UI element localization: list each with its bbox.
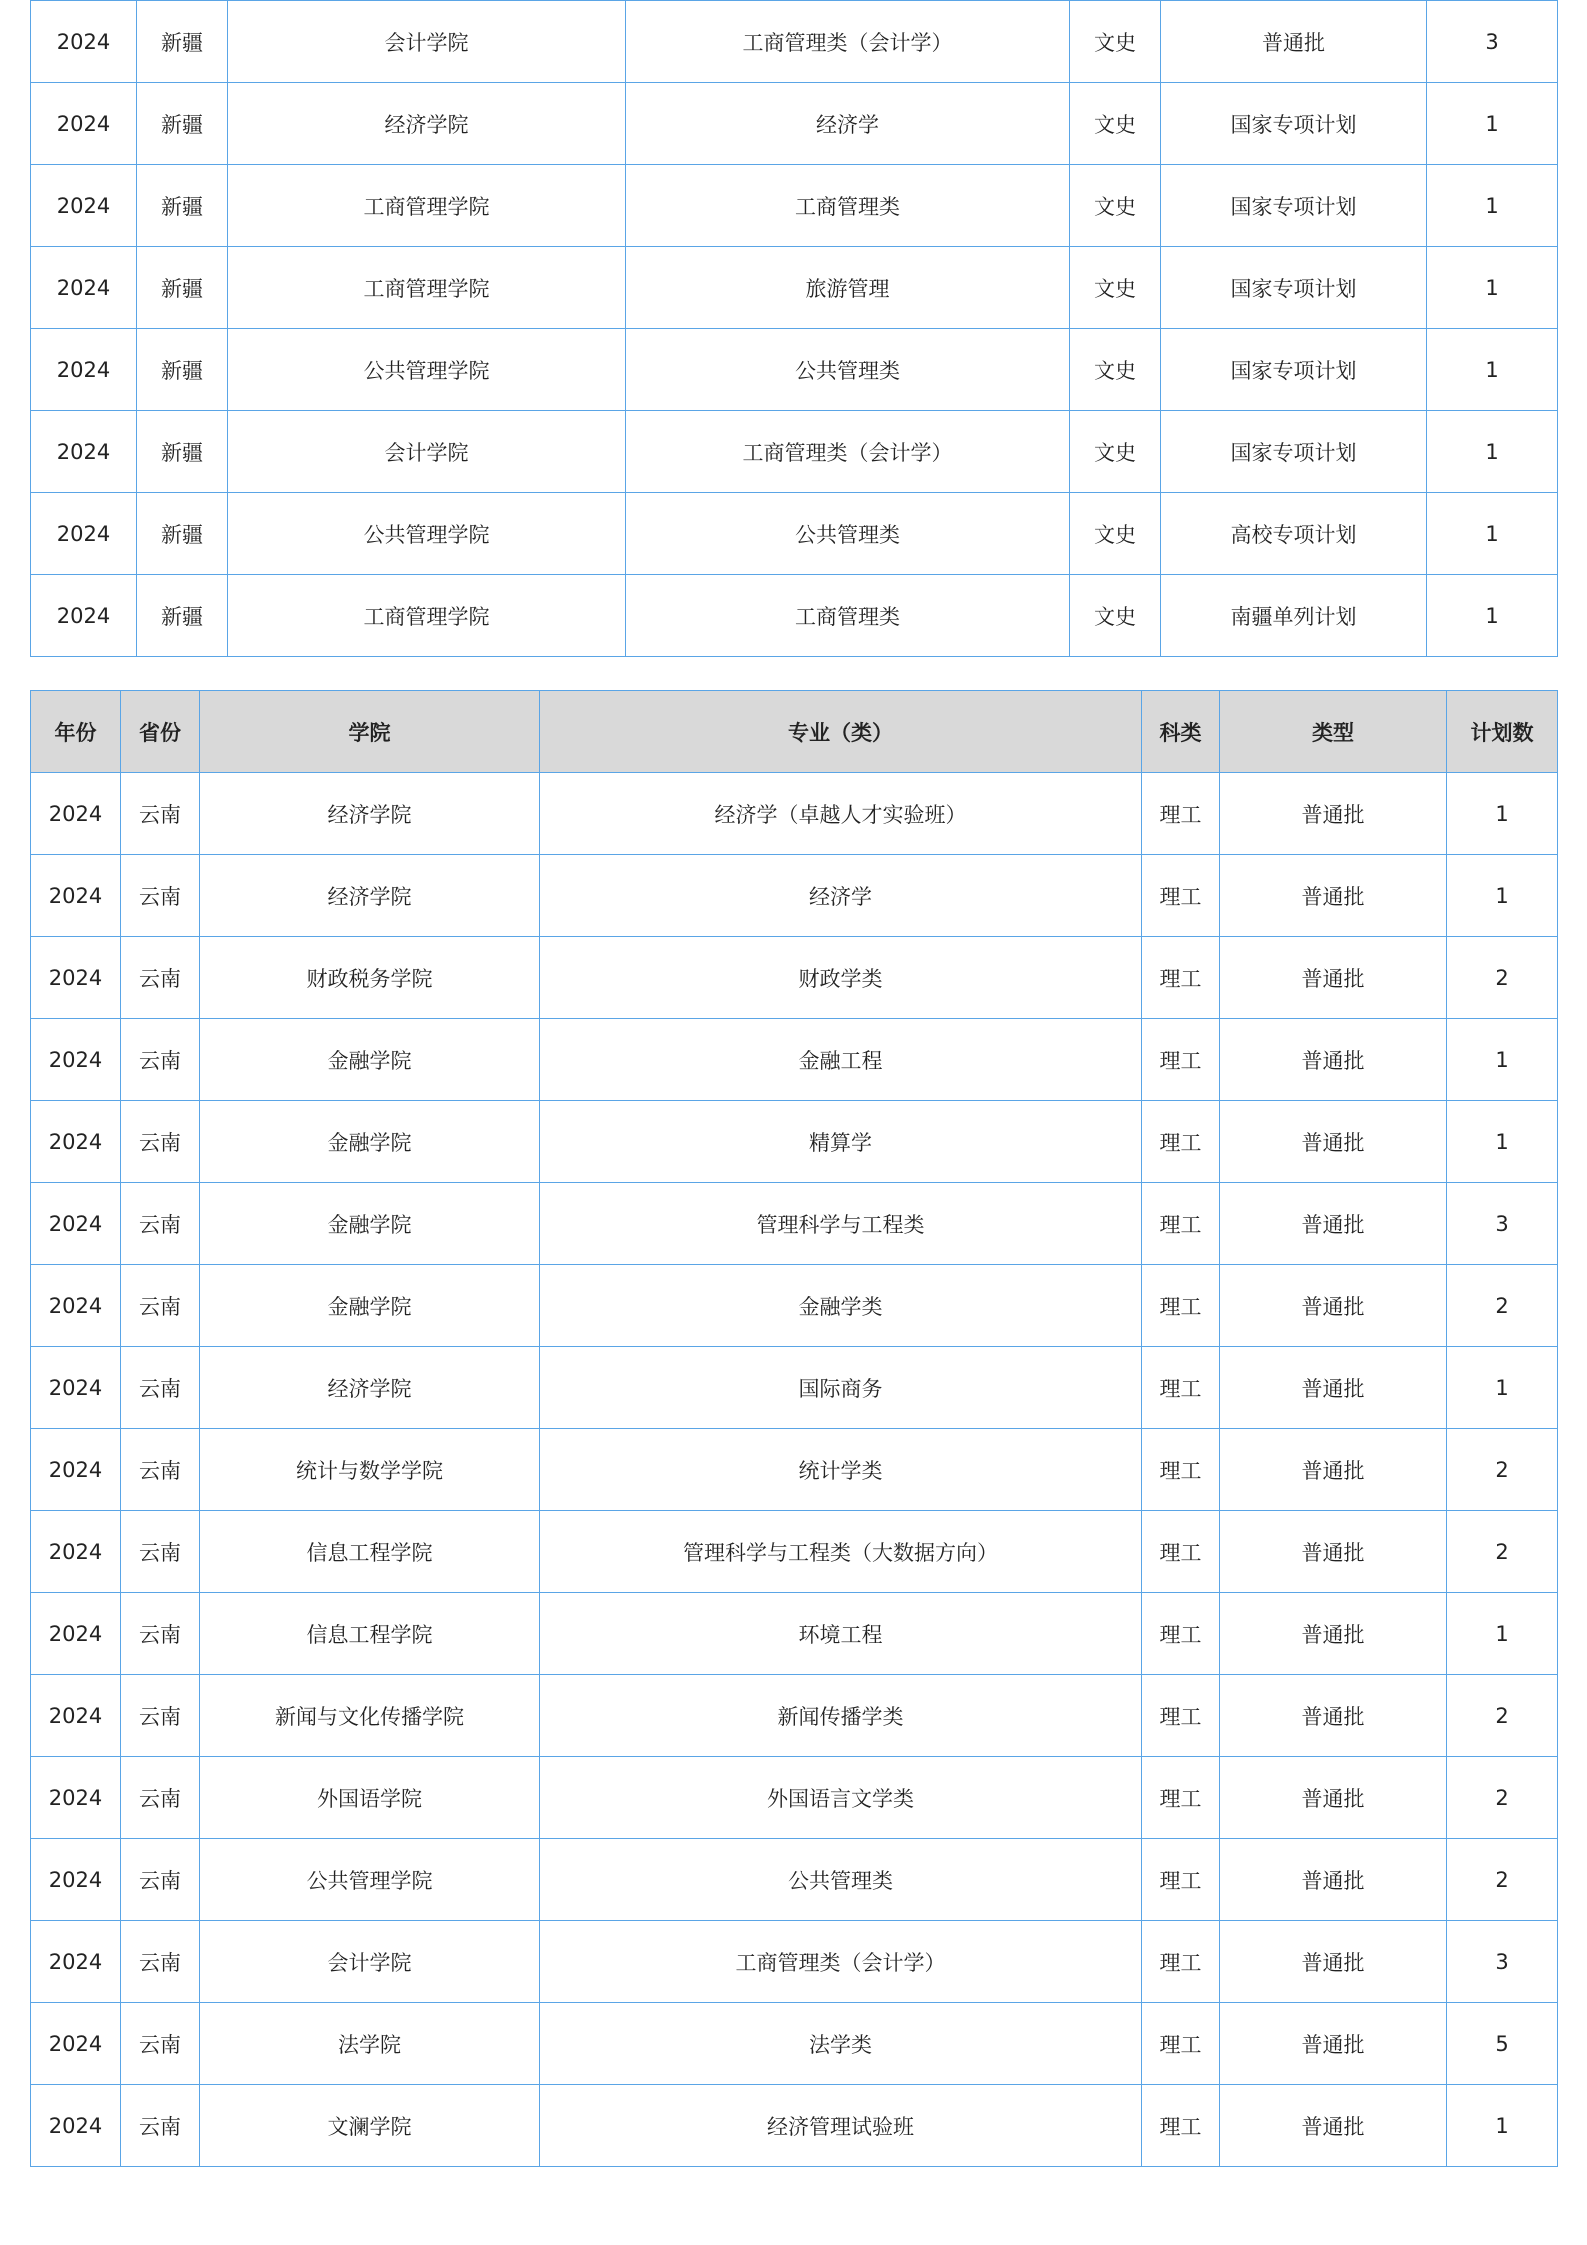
table-row <box>31 1757 1558 1839</box>
cell-batch-type: 普通批 <box>1220 1019 1447 1101</box>
cell-major: 统计学类 <box>540 1429 1142 1511</box>
cell-college: 金融学院 <box>200 1183 540 1265</box>
cell-major: 金融工程 <box>540 1019 1142 1101</box>
cell-province: 新疆 <box>137 165 228 247</box>
cell-plan-count: 1 <box>1447 1593 1558 1675</box>
cell-year: 2024 <box>31 411 137 493</box>
cell-major: 管理科学与工程类（大数据方向） <box>540 1511 1142 1593</box>
cell-major: 精算学 <box>540 1101 1142 1183</box>
cell-college: 金融学院 <box>200 1019 540 1101</box>
cell-college: 工商管理学院 <box>228 247 626 329</box>
cell-batch-type: 普通批 <box>1220 1183 1447 1265</box>
cell-batch-type: 普通批 <box>1161 1 1427 83</box>
cell-plan-count: 1 <box>1427 165 1558 247</box>
cell-college: 经济学院 <box>200 773 540 855</box>
cell-batch-type: 普通批 <box>1220 2003 1447 2085</box>
cell-subject-category: 理工 <box>1142 1675 1220 1757</box>
cell-major: 管理科学与工程类 <box>540 1183 1142 1265</box>
table-row <box>31 1675 1558 1757</box>
header-plan-count: 计划数 <box>1447 691 1558 773</box>
cell-year: 2024 <box>31 493 137 575</box>
cell-major: 环境工程 <box>540 1593 1142 1675</box>
cell-province: 新疆 <box>137 83 228 165</box>
yunnan-plan-table <box>30 690 1558 2167</box>
cell-province: 新疆 <box>137 329 228 411</box>
table-row <box>31 2085 1558 2167</box>
cell-plan-count: 5 <box>1447 2003 1558 2085</box>
cell-year: 2024 <box>31 2003 121 2085</box>
cell-batch-type: 普通批 <box>1220 1757 1447 1839</box>
cell-college: 外国语学院 <box>200 1757 540 1839</box>
table-row <box>31 411 1558 493</box>
cell-college: 法学院 <box>200 2003 540 2085</box>
cell-college: 会计学院 <box>228 411 626 493</box>
cell-college: 公共管理学院 <box>200 1839 540 1921</box>
cell-year: 2024 <box>31 1921 121 2003</box>
cell-major: 工商管理类（会计学） <box>540 1921 1142 2003</box>
cell-plan-count: 2 <box>1447 1675 1558 1757</box>
cell-major: 国际商务 <box>540 1347 1142 1429</box>
cell-province: 云南 <box>121 1101 200 1183</box>
cell-major: 新闻传播学类 <box>540 1675 1142 1757</box>
cell-year: 2024 <box>31 1675 121 1757</box>
cell-year: 2024 <box>31 1347 121 1429</box>
cell-year: 2024 <box>31 1265 121 1347</box>
header-major: 专业（类） <box>540 691 1142 773</box>
cell-province: 新疆 <box>137 575 228 657</box>
cell-subject-category: 理工 <box>1142 1265 1220 1347</box>
cell-year: 2024 <box>31 83 137 165</box>
table-row <box>31 83 1558 165</box>
table-row <box>31 1101 1558 1183</box>
cell-province: 云南 <box>121 1675 200 1757</box>
cell-subject-category: 理工 <box>1142 855 1220 937</box>
cell-batch-type: 国家专项计划 <box>1161 411 1427 493</box>
table-row <box>31 1839 1558 1921</box>
cell-batch-type: 普通批 <box>1220 1593 1447 1675</box>
cell-province: 云南 <box>121 937 200 1019</box>
cell-province: 新疆 <box>137 411 228 493</box>
table-row <box>31 1921 1558 2003</box>
cell-batch-type: 高校专项计划 <box>1161 493 1427 575</box>
cell-batch-type: 普通批 <box>1220 1921 1447 2003</box>
cell-subject-category: 理工 <box>1142 1757 1220 1839</box>
table-row <box>31 329 1558 411</box>
cell-subject-category: 文史 <box>1070 165 1161 247</box>
table-row <box>31 1265 1558 1347</box>
cell-plan-count: 1 <box>1427 329 1558 411</box>
cell-college: 工商管理学院 <box>228 165 626 247</box>
cell-subject-category: 理工 <box>1142 1019 1220 1101</box>
cell-province: 云南 <box>121 855 200 937</box>
cell-province: 云南 <box>121 1429 200 1511</box>
cell-year: 2024 <box>31 1429 121 1511</box>
table-row <box>31 165 1558 247</box>
cell-province: 云南 <box>121 1921 200 2003</box>
cell-college: 文澜学院 <box>200 2085 540 2167</box>
cell-plan-count: 1 <box>1427 411 1558 493</box>
header-subject-category: 科类 <box>1142 691 1220 773</box>
cell-college: 新闻与文化传播学院 <box>200 1675 540 1757</box>
cell-province: 云南 <box>121 2085 200 2167</box>
cell-batch-type: 普通批 <box>1220 2085 1447 2167</box>
cell-major: 经济学（卓越人才实验班） <box>540 773 1142 855</box>
cell-college: 经济学院 <box>228 83 626 165</box>
cell-subject-category: 文史 <box>1070 493 1161 575</box>
cell-subject-category: 理工 <box>1142 2085 1220 2167</box>
table-header-row <box>31 691 1558 773</box>
table-row <box>31 1593 1558 1675</box>
cell-year: 2024 <box>31 1183 121 1265</box>
cell-plan-count: 2 <box>1447 1511 1558 1593</box>
cell-plan-count: 3 <box>1447 1183 1558 1265</box>
cell-province: 云南 <box>121 773 200 855</box>
cell-year: 2024 <box>31 1019 121 1101</box>
cell-plan-count: 1 <box>1427 83 1558 165</box>
cell-year: 2024 <box>31 329 137 411</box>
table-row <box>31 1347 1558 1429</box>
table-row <box>31 1183 1558 1265</box>
cell-province: 新疆 <box>137 247 228 329</box>
cell-batch-type: 普通批 <box>1220 1101 1447 1183</box>
cell-province: 云南 <box>121 1265 200 1347</box>
cell-batch-type: 国家专项计划 <box>1161 329 1427 411</box>
xinjiang-table-body <box>31 1 1558 657</box>
cell-subject-category: 理工 <box>1142 1593 1220 1675</box>
header-province: 省份 <box>121 691 200 773</box>
yunnan-table-body <box>31 773 1558 2167</box>
cell-major: 金融学类 <box>540 1265 1142 1347</box>
cell-subject-category: 文史 <box>1070 1 1161 83</box>
table-row <box>31 1019 1558 1101</box>
cell-college: 会计学院 <box>228 1 626 83</box>
cell-province: 云南 <box>121 1347 200 1429</box>
table-row <box>31 575 1558 657</box>
cell-plan-count: 1 <box>1447 1347 1558 1429</box>
cell-year: 2024 <box>31 1511 121 1593</box>
table-row <box>31 1511 1558 1593</box>
cell-province: 云南 <box>121 1593 200 1675</box>
cell-subject-category: 理工 <box>1142 1511 1220 1593</box>
cell-major: 经济管理试验班 <box>540 2085 1142 2167</box>
cell-province: 云南 <box>121 2003 200 2085</box>
cell-subject-category: 理工 <box>1142 1839 1220 1921</box>
cell-subject-category: 文史 <box>1070 575 1161 657</box>
cell-batch-type: 国家专项计划 <box>1161 165 1427 247</box>
cell-major: 外国语言文学类 <box>540 1757 1142 1839</box>
cell-major: 公共管理类 <box>626 493 1070 575</box>
cell-plan-count: 1 <box>1447 773 1558 855</box>
cell-plan-count: 2 <box>1447 937 1558 1019</box>
cell-college: 金融学院 <box>200 1265 540 1347</box>
cell-college: 工商管理学院 <box>228 575 626 657</box>
cell-province: 新疆 <box>137 493 228 575</box>
cell-plan-count: 2 <box>1447 1757 1558 1839</box>
table-row <box>31 855 1558 937</box>
cell-plan-count: 3 <box>1447 1921 1558 2003</box>
cell-college: 财政税务学院 <box>200 937 540 1019</box>
cell-year: 2024 <box>31 937 121 1019</box>
table-row <box>31 1 1558 83</box>
cell-plan-count: 1 <box>1447 1019 1558 1101</box>
cell-major: 经济学 <box>540 855 1142 937</box>
cell-year: 2024 <box>31 773 121 855</box>
cell-batch-type: 国家专项计划 <box>1161 247 1427 329</box>
cell-plan-count: 2 <box>1447 1839 1558 1921</box>
cell-batch-type: 普通批 <box>1220 1265 1447 1347</box>
cell-subject-category: 文史 <box>1070 83 1161 165</box>
cell-college: 经济学院 <box>200 1347 540 1429</box>
cell-province: 云南 <box>121 1757 200 1839</box>
cell-year: 2024 <box>31 855 121 937</box>
cell-plan-count: 1 <box>1427 575 1558 657</box>
cell-batch-type: 普通批 <box>1220 937 1447 1019</box>
cell-major: 公共管理类 <box>540 1839 1142 1921</box>
cell-province: 云南 <box>121 1511 200 1593</box>
cell-subject-category: 文史 <box>1070 411 1161 493</box>
cell-college: 会计学院 <box>200 1921 540 2003</box>
cell-college: 信息工程学院 <box>200 1511 540 1593</box>
cell-year: 2024 <box>31 1839 121 1921</box>
header-year: 年份 <box>31 691 121 773</box>
cell-subject-category: 理工 <box>1142 937 1220 1019</box>
cell-plan-count: 1 <box>1447 1101 1558 1183</box>
cell-college: 经济学院 <box>200 855 540 937</box>
table-row <box>31 1429 1558 1511</box>
table-row <box>31 2003 1558 2085</box>
cell-province: 云南 <box>121 1019 200 1101</box>
cell-major: 经济学 <box>626 83 1070 165</box>
cell-plan-count: 3 <box>1427 1 1558 83</box>
cell-plan-count: 2 <box>1447 1265 1558 1347</box>
cell-batch-type: 普通批 <box>1220 1675 1447 1757</box>
cell-plan-count: 1 <box>1427 247 1558 329</box>
cell-year: 2024 <box>31 1757 121 1839</box>
cell-college: 信息工程学院 <box>200 1593 540 1675</box>
cell-major: 工商管理类 <box>626 575 1070 657</box>
cell-plan-count: 1 <box>1427 493 1558 575</box>
xinjiang-plan-table <box>30 0 1558 657</box>
cell-batch-type: 南疆单列计划 <box>1161 575 1427 657</box>
cell-batch-type: 普通批 <box>1220 855 1447 937</box>
cell-batch-type: 普通批 <box>1220 1429 1447 1511</box>
cell-college: 统计与数学学院 <box>200 1429 540 1511</box>
cell-college: 金融学院 <box>200 1101 540 1183</box>
cell-major: 工商管理类（会计学） <box>626 1 1070 83</box>
cell-subject-category: 理工 <box>1142 1101 1220 1183</box>
cell-major: 工商管理类（会计学） <box>626 411 1070 493</box>
header-college: 学院 <box>200 691 540 773</box>
cell-subject-category: 文史 <box>1070 329 1161 411</box>
cell-subject-category: 文史 <box>1070 247 1161 329</box>
cell-province: 新疆 <box>137 1 228 83</box>
table-row <box>31 773 1558 855</box>
cell-plan-count: 1 <box>1447 855 1558 937</box>
cell-subject-category: 理工 <box>1142 773 1220 855</box>
cell-year: 2024 <box>31 1593 121 1675</box>
cell-year: 2024 <box>31 1101 121 1183</box>
cell-batch-type: 国家专项计划 <box>1161 83 1427 165</box>
cell-major: 公共管理类 <box>626 329 1070 411</box>
table-row <box>31 247 1558 329</box>
cell-year: 2024 <box>31 2085 121 2167</box>
cell-plan-count: 1 <box>1447 2085 1558 2167</box>
cell-major: 旅游管理 <box>626 247 1070 329</box>
cell-batch-type: 普通批 <box>1220 1839 1447 1921</box>
cell-year: 2024 <box>31 165 137 247</box>
cell-province: 云南 <box>121 1183 200 1265</box>
table-row <box>31 493 1558 575</box>
cell-subject-category: 理工 <box>1142 1347 1220 1429</box>
cell-major: 财政学类 <box>540 937 1142 1019</box>
cell-year: 2024 <box>31 247 137 329</box>
cell-major: 工商管理类 <box>626 165 1070 247</box>
cell-year: 2024 <box>31 1 137 83</box>
cell-college: 公共管理学院 <box>228 493 626 575</box>
header-batch-type: 类型 <box>1220 691 1447 773</box>
cell-subject-category: 理工 <box>1142 1183 1220 1265</box>
cell-subject-category: 理工 <box>1142 1429 1220 1511</box>
cell-college: 公共管理学院 <box>228 329 626 411</box>
cell-batch-type: 普通批 <box>1220 1511 1447 1593</box>
cell-plan-count: 2 <box>1447 1429 1558 1511</box>
table-row <box>31 937 1558 1019</box>
cell-batch-type: 普通批 <box>1220 773 1447 855</box>
cell-province: 云南 <box>121 1839 200 1921</box>
cell-year: 2024 <box>31 575 137 657</box>
cell-major: 法学类 <box>540 2003 1142 2085</box>
cell-batch-type: 普通批 <box>1220 1347 1447 1429</box>
cell-subject-category: 理工 <box>1142 2003 1220 2085</box>
cell-subject-category: 理工 <box>1142 1921 1220 2003</box>
